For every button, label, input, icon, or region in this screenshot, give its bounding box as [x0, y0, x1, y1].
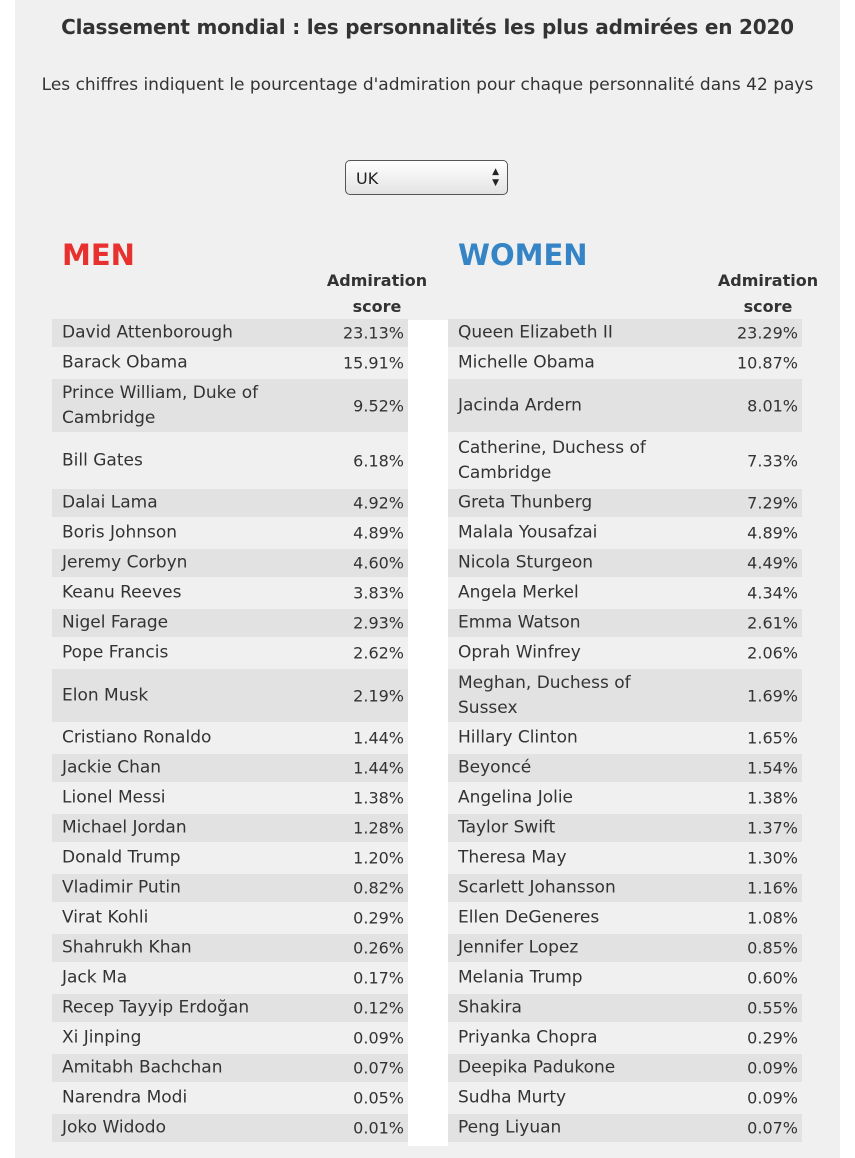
men-score: 1.44% [353, 728, 404, 748]
men-name: David Attenborough [62, 322, 233, 343]
men-name: Donald Trump [62, 847, 181, 868]
women-score: 4.49% [747, 553, 798, 573]
women-score: 1.69% [747, 686, 798, 705]
men-score: 0.82% [353, 878, 404, 898]
women-row [448, 549, 802, 577]
men-name: Nigel Farage [62, 612, 169, 633]
chart-subtitle: Les chiffres indiquent le pourcentage d'admiration pour chaque personnalité dans 42 pays [41, 75, 814, 95]
women-score: 0.07% [747, 1118, 798, 1138]
women-row [448, 434, 802, 487]
men-score: 4.89% [353, 523, 404, 543]
men-row [52, 994, 408, 1022]
women-score: 0.09% [747, 1058, 798, 1078]
women-name: Michelle Obama [458, 352, 595, 373]
women-score: 1.08% [747, 908, 798, 928]
men-row [52, 754, 408, 782]
men-score: 15.91% [342, 353, 404, 373]
men-score: 2.93% [353, 613, 404, 633]
men-row [52, 609, 408, 637]
men-score: 4.60% [353, 553, 404, 573]
men-score: 0.29% [353, 908, 404, 928]
women-name: Angelina Jolie [458, 787, 574, 808]
women-score: 1.54% [747, 758, 798, 778]
women-score: 8.01% [747, 396, 798, 415]
men-score: 0.17% [353, 968, 404, 988]
women-row [448, 319, 802, 347]
men-score: 1.28% [353, 818, 404, 838]
men-row [52, 579, 408, 607]
men-row [52, 724, 408, 752]
men-name: Jeremy Corbyn [62, 552, 188, 573]
women-score: 10.87% [736, 353, 798, 373]
men-column-header: Admiration score [326, 271, 428, 316]
men-score: 4.92% [353, 493, 404, 513]
women-score: 2.06% [747, 643, 798, 663]
women-row [448, 904, 802, 932]
women-score: 2.61% [747, 613, 798, 633]
women-row [448, 784, 802, 812]
men-score: 0.01% [353, 1118, 404, 1138]
men-name: Barack Obama [62, 352, 188, 373]
women-score: 23.29% [736, 323, 798, 343]
men-row [52, 964, 408, 992]
men-score: 2.62% [353, 643, 404, 663]
women-score: 1.30% [747, 848, 798, 868]
women-score: 7.33% [747, 451, 798, 470]
women-row [448, 609, 802, 637]
men-score: 0.05% [353, 1088, 404, 1108]
men-score: 23.13% [342, 323, 404, 343]
men-name: Xi Jinping [62, 1027, 142, 1048]
women-score: 1.65% [747, 728, 798, 748]
women-row [448, 519, 802, 547]
men-row [52, 349, 408, 377]
men-name: Boris Johnson [62, 522, 178, 543]
women-name: Hillary Clinton [458, 727, 578, 748]
women-score: 4.34% [747, 583, 798, 603]
women-name: Emma Watson [458, 612, 581, 633]
women-row [448, 489, 802, 517]
men-name: Dalai Lama [62, 492, 158, 513]
men-score: 0.07% [353, 1058, 404, 1078]
women-row [448, 579, 802, 607]
women-name: Greta Thunberg [458, 492, 593, 513]
men-name: Narendra Modi [62, 1087, 188, 1108]
women-name: Shakira [458, 997, 522, 1018]
men-score: 3.83% [353, 583, 404, 603]
men-row [52, 319, 408, 347]
men-name: Lionel Messi [62, 787, 166, 808]
country-select[interactable] [345, 160, 508, 195]
women-score: 7.29% [747, 493, 798, 513]
women-name: Oprah Winfrey [458, 642, 581, 663]
women-score: 1.37% [747, 818, 798, 838]
women-row [448, 639, 802, 667]
women-score: 0.85% [747, 938, 798, 958]
women-name: Melania Trump [458, 967, 583, 988]
men-name: Shahrukh Khan [62, 937, 192, 958]
women-row [448, 1084, 802, 1112]
women-row [448, 754, 802, 782]
men-name: Jack Ma [62, 967, 128, 988]
women-row [448, 844, 802, 872]
women-name: Peng Liyuan [458, 1117, 562, 1138]
men-score: 0.26% [353, 938, 404, 958]
men-row [52, 639, 408, 667]
women-row [448, 994, 802, 1022]
women-score: 0.29% [747, 1028, 798, 1048]
women-column-header: Admiration score [717, 271, 819, 316]
men-row [52, 784, 408, 812]
men-name: Joko Widodo [62, 1117, 167, 1138]
men-name: Pope Francis [62, 642, 169, 663]
men-row [52, 434, 408, 487]
men-heading: MEN [62, 238, 135, 272]
country-select-value: UK [356, 169, 379, 188]
women-name: Priyanka Chopra [458, 1027, 598, 1048]
women-score: 0.09% [747, 1088, 798, 1108]
men-name: Amitabh Bachchan [62, 1057, 223, 1078]
men-score: 0.09% [353, 1028, 404, 1048]
chart-title: Classement mondial : les personnalités les plus admirées en 2020 [61, 15, 794, 39]
men-row [52, 1024, 408, 1052]
women-score: 1.38% [747, 788, 798, 808]
women-name: Catherine, Duchess of Cambridge [458, 437, 646, 483]
women-name: Deepika Padukone [458, 1057, 616, 1078]
men-row [52, 844, 408, 872]
men-name: Bill Gates [62, 450, 143, 470]
men-score: 2.19% [353, 686, 404, 705]
men-row [52, 1084, 408, 1112]
men-score: 9.52% [353, 396, 404, 415]
men-name: Elon Musk [62, 685, 149, 705]
women-row [448, 669, 802, 722]
women-name: Scarlett Johansson [458, 877, 616, 898]
men-row [52, 1114, 408, 1142]
men-row [52, 519, 408, 547]
men-row [52, 379, 408, 432]
column-gap [408, 320, 448, 1146]
women-score: 1.16% [747, 878, 798, 898]
men-row [52, 549, 408, 577]
women-name: Sudha Murty [458, 1087, 567, 1108]
men-row [52, 1054, 408, 1082]
women-score: 0.55% [747, 998, 798, 1018]
women-name: Meghan, Duchess of Sussex [458, 672, 631, 718]
women-name: Queen Elizabeth II [458, 322, 613, 343]
women-name: Nicola Sturgeon [458, 552, 594, 573]
women-name: Ellen DeGeneres [458, 907, 600, 928]
men-name: Jackie Chan [62, 757, 162, 778]
men-row [52, 814, 408, 842]
women-row [448, 964, 802, 992]
select-arrows-icon: ▲ ▼ [492, 167, 499, 188]
men-name: Prince William, Duke of Cambridge [62, 382, 259, 428]
women-row [448, 1024, 802, 1052]
women-name: Jennifer Lopez [458, 937, 579, 958]
men-row [52, 904, 408, 932]
women-name: Theresa May [458, 847, 567, 868]
women-row [448, 814, 802, 842]
women-name: Jacinda Ardern [458, 395, 582, 415]
men-row [52, 934, 408, 962]
men-row [52, 874, 408, 902]
women-row [448, 349, 802, 377]
men-name: Recep Tayyip Erdoğan [62, 997, 250, 1018]
women-row [448, 934, 802, 962]
women-name: Taylor Swift [458, 817, 556, 838]
men-name: Michael Jordan [62, 817, 187, 838]
women-name: Beyoncé [458, 757, 532, 778]
men-row [52, 669, 408, 722]
women-row [448, 1114, 802, 1142]
men-score: 1.44% [353, 758, 404, 778]
men-name: Keanu Reeves [62, 582, 182, 603]
men-score: 1.38% [353, 788, 404, 808]
men-score: 1.20% [353, 848, 404, 868]
men-name: Cristiano Ronaldo [62, 727, 212, 748]
women-score: 4.89% [747, 523, 798, 543]
women-row [448, 724, 802, 752]
women-row [448, 1054, 802, 1082]
women-score: 0.60% [747, 968, 798, 988]
men-score: 6.18% [353, 451, 404, 470]
men-name: Virat Kohli [62, 907, 149, 928]
men-row [52, 489, 408, 517]
women-row [448, 379, 802, 432]
men-score: 0.12% [353, 998, 404, 1018]
women-row [448, 874, 802, 902]
women-name: Angela Merkel [458, 582, 579, 603]
women-name: Malala Yousafzai [458, 522, 598, 543]
men-name: Vladimir Putin [62, 877, 181, 898]
women-heading: WOMEN [458, 238, 588, 272]
